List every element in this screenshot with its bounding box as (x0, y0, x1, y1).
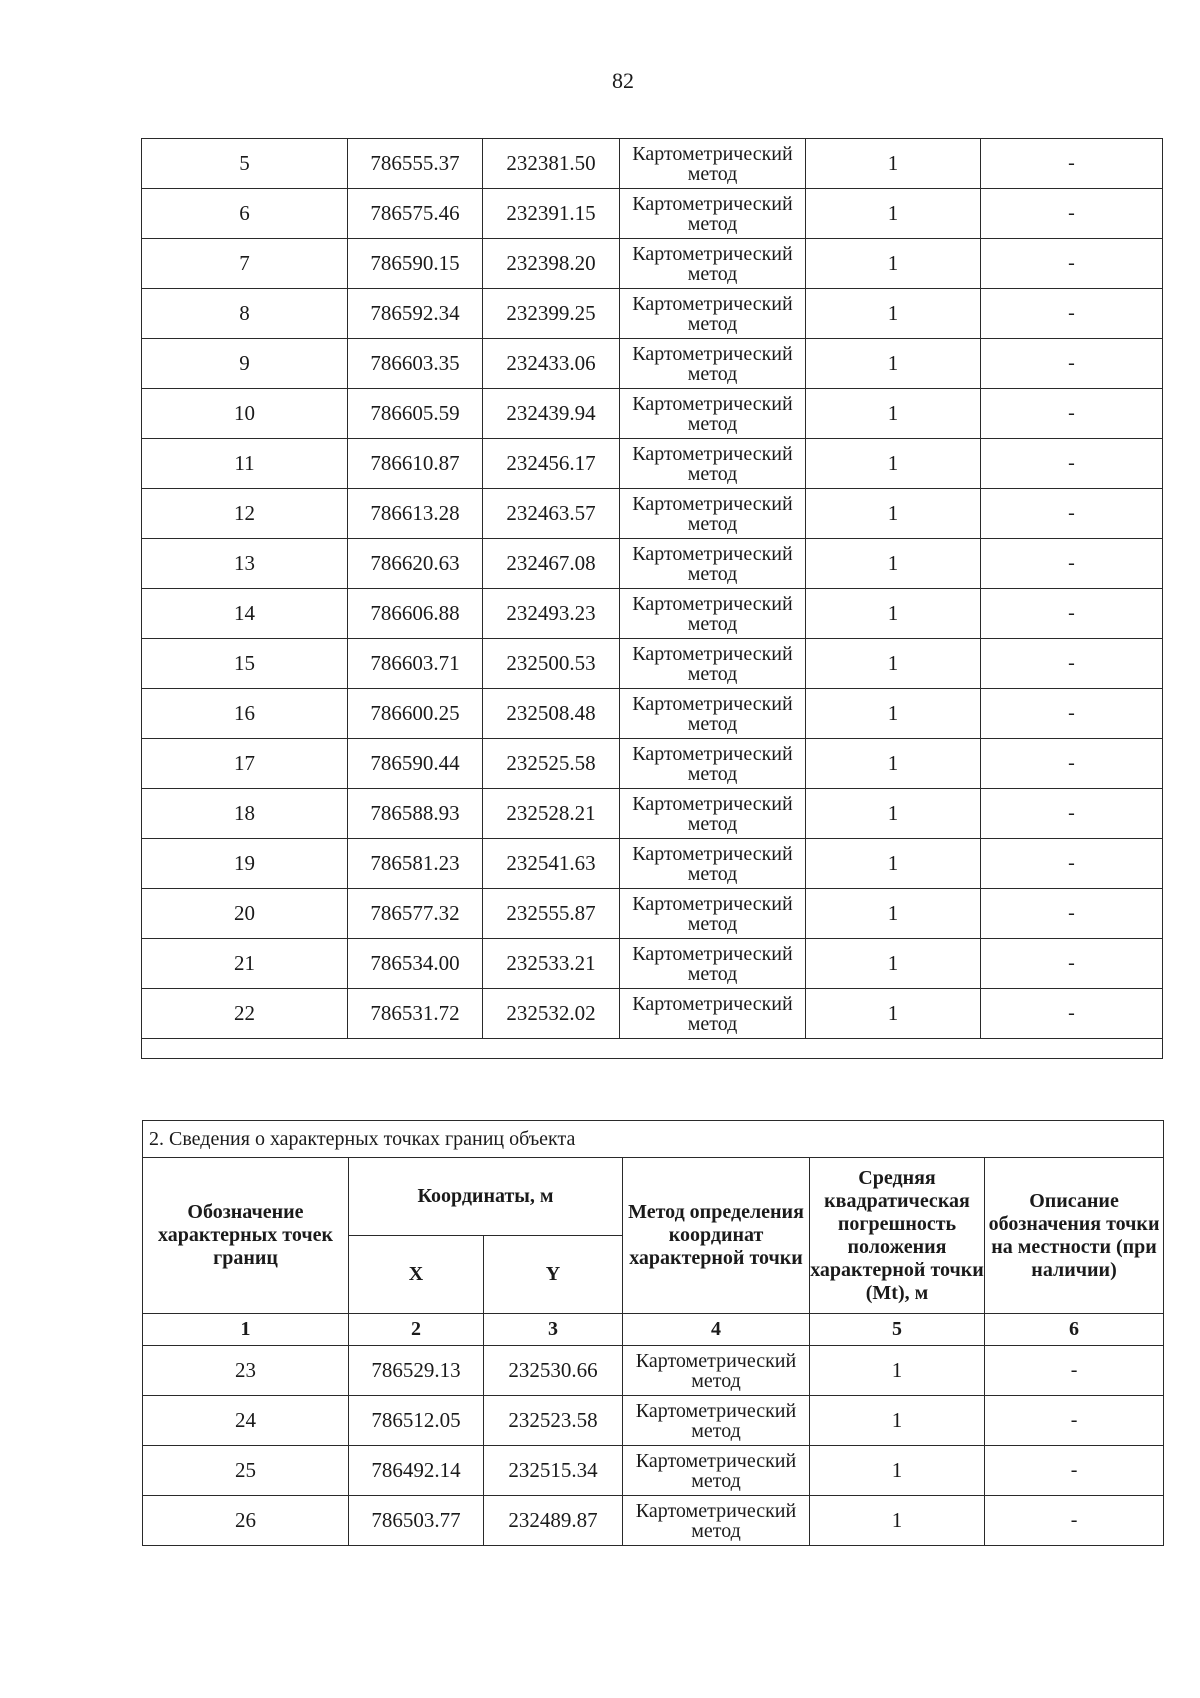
point-cell: 20 (142, 889, 348, 939)
description-cell: - (981, 489, 1163, 539)
method-cell (620, 789, 806, 839)
mt-cell: 1 (806, 389, 981, 439)
y-coordinate-cell: 232399.25 (483, 289, 620, 339)
method-text: метод (687, 912, 738, 935)
column-number: 3 (484, 1314, 623, 1346)
table-row (142, 239, 1163, 289)
mt-cell: 1 (806, 239, 981, 289)
table-row (142, 739, 1163, 789)
method-cell (620, 689, 806, 739)
header-x: X (349, 1236, 484, 1314)
table-row (142, 989, 1163, 1039)
method-text: метод (687, 412, 738, 435)
method-text: Картометрический (632, 992, 793, 1015)
method-cell (620, 339, 806, 389)
x-coordinate-cell: 786512.05 (349, 1396, 484, 1446)
mt-cell: 1 (810, 1346, 985, 1396)
y-coordinate-cell: 232463.57 (483, 489, 620, 539)
y-coordinate-cell: 232525.58 (483, 739, 620, 789)
point-cell: 8 (142, 289, 348, 339)
point-cell: 21 (142, 939, 348, 989)
method-text: метод (687, 612, 738, 635)
description-cell: - (981, 939, 1163, 989)
method-cell (620, 589, 806, 639)
method-text: Картометрический (632, 642, 793, 665)
description-cell: - (981, 739, 1163, 789)
mt-cell: 1 (810, 1396, 985, 1446)
header-row-1 (143, 1158, 1164, 1236)
header-point: Обозначение характерных точек границ (143, 1158, 349, 1314)
table-row (142, 889, 1163, 939)
x-coordinate-cell: 786575.46 (348, 189, 483, 239)
x-coordinate-cell: 786620.63 (348, 539, 483, 589)
method-text: Картометрический (632, 942, 793, 965)
boundary-points-table (142, 1120, 1164, 1546)
point-cell: 16 (142, 689, 348, 739)
table-row (142, 189, 1163, 239)
method-text: Картометрический (632, 692, 793, 715)
method-cell (620, 139, 806, 189)
y-coordinate-cell: 232532.02 (483, 989, 620, 1039)
column-number: 5 (810, 1314, 985, 1346)
description-cell: - (981, 689, 1163, 739)
method-text: Картометрический (632, 792, 793, 815)
method-text: Картометрический (635, 1399, 797, 1422)
method-text: Картометрический (632, 342, 793, 365)
table-row (143, 1446, 1164, 1496)
table-row (142, 589, 1163, 639)
x-coordinate-cell: 786592.34 (348, 289, 483, 339)
description-cell: - (981, 339, 1163, 389)
method-cell (620, 389, 806, 439)
column-number: 6 (985, 1314, 1164, 1346)
method-text: метод (687, 462, 738, 485)
method-cell (623, 1346, 810, 1396)
mt-cell: 1 (806, 789, 981, 839)
method-text: Картометрический (635, 1449, 797, 1472)
table-row (143, 1496, 1164, 1546)
method-text: метод (691, 1369, 741, 1392)
description-cell: - (981, 239, 1163, 289)
method-cell (620, 739, 806, 789)
mt-cell: 1 (806, 639, 981, 689)
point-cell: 5 (142, 139, 348, 189)
y-coordinate-cell: 232489.87 (484, 1496, 623, 1546)
y-coordinate-cell: 232467.08 (483, 539, 620, 589)
method-cell (620, 439, 806, 489)
table-row (142, 289, 1163, 339)
page-number: 82 (612, 68, 634, 93)
method-text: метод (687, 512, 738, 535)
method-text: метод (687, 312, 738, 335)
x-coordinate-cell: 786590.44 (348, 739, 483, 789)
method-text: метод (687, 712, 738, 735)
method-text: Картометрический (632, 292, 793, 315)
description-cell: - (981, 389, 1163, 439)
method-cell (623, 1446, 810, 1496)
method-text: метод (691, 1519, 741, 1542)
boundary-points-table-continued (141, 138, 1163, 1059)
header-method: Метод определения координат характерной точки (623, 1158, 810, 1314)
table-row (142, 689, 1163, 739)
point-cell: 7 (142, 239, 348, 289)
mt-cell: 1 (806, 589, 981, 639)
x-coordinate-cell: 786531.72 (348, 989, 483, 1039)
point-cell: 22 (142, 989, 348, 1039)
y-coordinate-cell: 232439.94 (483, 389, 620, 439)
table-row (142, 389, 1163, 439)
x-coordinate-cell: 786492.14 (349, 1446, 484, 1496)
mt-cell: 1 (806, 689, 981, 739)
table-row (142, 439, 1163, 489)
x-coordinate-cell: 786613.28 (348, 489, 483, 539)
mt-cell: 1 (806, 289, 981, 339)
point-cell: 15 (142, 639, 348, 689)
x-coordinate-cell: 786581.23 (348, 839, 483, 889)
method-text: метод (691, 1469, 741, 1492)
description-cell: - (985, 1346, 1164, 1396)
table-row (142, 339, 1163, 389)
table-row (143, 1396, 1164, 1446)
point-cell: 9 (142, 339, 348, 389)
description-cell: - (981, 189, 1163, 239)
method-cell (620, 489, 806, 539)
table1-body (142, 139, 1163, 1059)
description-cell: - (981, 789, 1163, 839)
method-text: Картометрический (632, 242, 793, 265)
mt-cell: 1 (806, 839, 981, 889)
x-coordinate-cell: 786590.15 (348, 239, 483, 289)
y-coordinate-cell: 232381.50 (483, 139, 620, 189)
x-coordinate-cell: 786603.35 (348, 339, 483, 389)
point-cell: 13 (142, 539, 348, 589)
method-text: метод (687, 562, 738, 585)
method-cell (620, 239, 806, 289)
point-cell: 25 (143, 1446, 349, 1496)
header-mt: Средняя квадратическая погрешность положения характерной точки (Mt), м (810, 1158, 985, 1314)
description-cell: - (981, 889, 1163, 939)
mt-cell: 1 (806, 889, 981, 939)
description-cell: - (981, 539, 1163, 589)
header-description: Описание обозначения точки на местности (при наличии) (985, 1158, 1164, 1314)
description-cell: - (981, 439, 1163, 489)
point-cell: 24 (143, 1396, 349, 1446)
x-coordinate-cell: 786588.93 (348, 789, 483, 839)
column-number: 4 (623, 1314, 810, 1346)
method-text: метод (687, 962, 738, 985)
method-cell (620, 289, 806, 339)
method-text: Картометрический (632, 592, 793, 615)
method-text: метод (687, 262, 738, 285)
method-text: Картометрический (635, 1499, 797, 1522)
description-cell: - (985, 1396, 1164, 1446)
header-y: Y (484, 1236, 623, 1314)
description-cell: - (981, 839, 1163, 889)
point-cell: 14 (142, 589, 348, 639)
method-text: Картометрический (632, 142, 793, 165)
y-coordinate-cell: 232523.58 (484, 1396, 623, 1446)
mt-cell: 1 (806, 339, 981, 389)
method-text: метод (687, 162, 738, 185)
mt-cell: 1 (806, 739, 981, 789)
method-cell (620, 189, 806, 239)
table-row (142, 789, 1163, 839)
method-text: Картометрический (632, 842, 793, 865)
method-text: метод (687, 362, 738, 385)
description-cell: - (981, 989, 1163, 1039)
description-cell: - (981, 139, 1163, 189)
y-coordinate-cell: 232515.34 (484, 1446, 623, 1496)
method-cell (620, 989, 806, 1039)
x-coordinate-cell: 786577.32 (348, 889, 483, 939)
y-coordinate-cell: 232398.20 (483, 239, 620, 289)
section-title: 2. Сведения о характерных точках границ объекта (143, 1121, 1164, 1158)
x-coordinate-cell: 786555.37 (348, 139, 483, 189)
method-text: Картометрический (632, 492, 793, 515)
mt-cell: 1 (806, 939, 981, 989)
column-number: 2 (349, 1314, 484, 1346)
y-coordinate-cell: 232528.21 (483, 789, 620, 839)
method-text: Картометрический (635, 1349, 797, 1372)
table-row (142, 489, 1163, 539)
column-numbers-row (143, 1314, 1164, 1346)
method-text: Картометрический (632, 892, 793, 915)
x-coordinate-cell: 786534.00 (348, 939, 483, 989)
point-cell: 19 (142, 839, 348, 889)
point-cell: 26 (143, 1496, 349, 1546)
mt-cell: 1 (806, 489, 981, 539)
method-text: Картометрический (632, 392, 793, 415)
mt-cell: 1 (810, 1496, 985, 1546)
method-text: метод (687, 862, 738, 885)
y-coordinate-cell: 232530.66 (484, 1346, 623, 1396)
description-cell: - (981, 289, 1163, 339)
method-cell (620, 539, 806, 589)
method-cell (620, 939, 806, 989)
description-cell: - (985, 1446, 1164, 1496)
y-coordinate-cell: 232500.53 (483, 639, 620, 689)
section-title-row (143, 1121, 1164, 1158)
method-text: метод (687, 662, 738, 685)
method-cell (623, 1396, 810, 1446)
point-cell: 18 (142, 789, 348, 839)
point-cell: 6 (142, 189, 348, 239)
description-cell: - (985, 1496, 1164, 1546)
empty-cell (142, 1039, 1163, 1059)
method-text: Картометрический (632, 192, 793, 215)
method-cell (623, 1496, 810, 1546)
x-coordinate-cell: 786529.13 (349, 1346, 484, 1396)
y-coordinate-cell: 232541.63 (483, 839, 620, 889)
empty-row (142, 1039, 1163, 1059)
x-coordinate-cell: 786600.25 (348, 689, 483, 739)
description-cell: - (981, 589, 1163, 639)
mt-cell: 1 (810, 1446, 985, 1496)
header-coordinates: Координаты, м (349, 1158, 623, 1236)
method-text: Картометрический (632, 742, 793, 765)
x-coordinate-cell: 786610.87 (348, 439, 483, 489)
y-coordinate-cell: 232433.06 (483, 339, 620, 389)
mt-cell: 1 (806, 139, 981, 189)
table-row (142, 539, 1163, 589)
x-coordinate-cell: 786603.71 (348, 639, 483, 689)
mt-cell: 1 (806, 539, 981, 589)
x-coordinate-cell: 786606.88 (348, 589, 483, 639)
table2-body (143, 1346, 1164, 1546)
method-cell (620, 889, 806, 939)
method-text: Картометрический (632, 542, 793, 565)
y-coordinate-cell: 232493.23 (483, 589, 620, 639)
method-text: метод (691, 1419, 741, 1442)
method-text: метод (687, 212, 738, 235)
point-cell: 10 (142, 389, 348, 439)
mt-cell: 1 (806, 439, 981, 489)
mt-cell: 1 (806, 189, 981, 239)
method-cell (620, 639, 806, 689)
table-row (143, 1346, 1164, 1396)
method-text: метод (687, 762, 738, 785)
y-coordinate-cell: 232555.87 (483, 889, 620, 939)
description-cell: - (981, 639, 1163, 689)
y-coordinate-cell: 232533.21 (483, 939, 620, 989)
point-cell: 17 (142, 739, 348, 789)
table-row (142, 839, 1163, 889)
y-coordinate-cell: 232391.15 (483, 189, 620, 239)
point-cell: 11 (142, 439, 348, 489)
y-coordinate-cell: 232508.48 (483, 689, 620, 739)
y-coordinate-cell: 232456.17 (483, 439, 620, 489)
mt-cell: 1 (806, 989, 981, 1039)
table-row (142, 939, 1163, 989)
column-number: 1 (143, 1314, 349, 1346)
method-text: метод (687, 1012, 738, 1035)
x-coordinate-cell: 786503.77 (349, 1496, 484, 1546)
point-cell: 12 (142, 489, 348, 539)
method-cell (620, 839, 806, 889)
table-row (142, 639, 1163, 689)
point-cell: 23 (143, 1346, 349, 1396)
table-row (142, 139, 1163, 189)
x-coordinate-cell: 786605.59 (348, 389, 483, 439)
method-text: Картометрический (632, 442, 793, 465)
method-text: метод (687, 812, 738, 835)
